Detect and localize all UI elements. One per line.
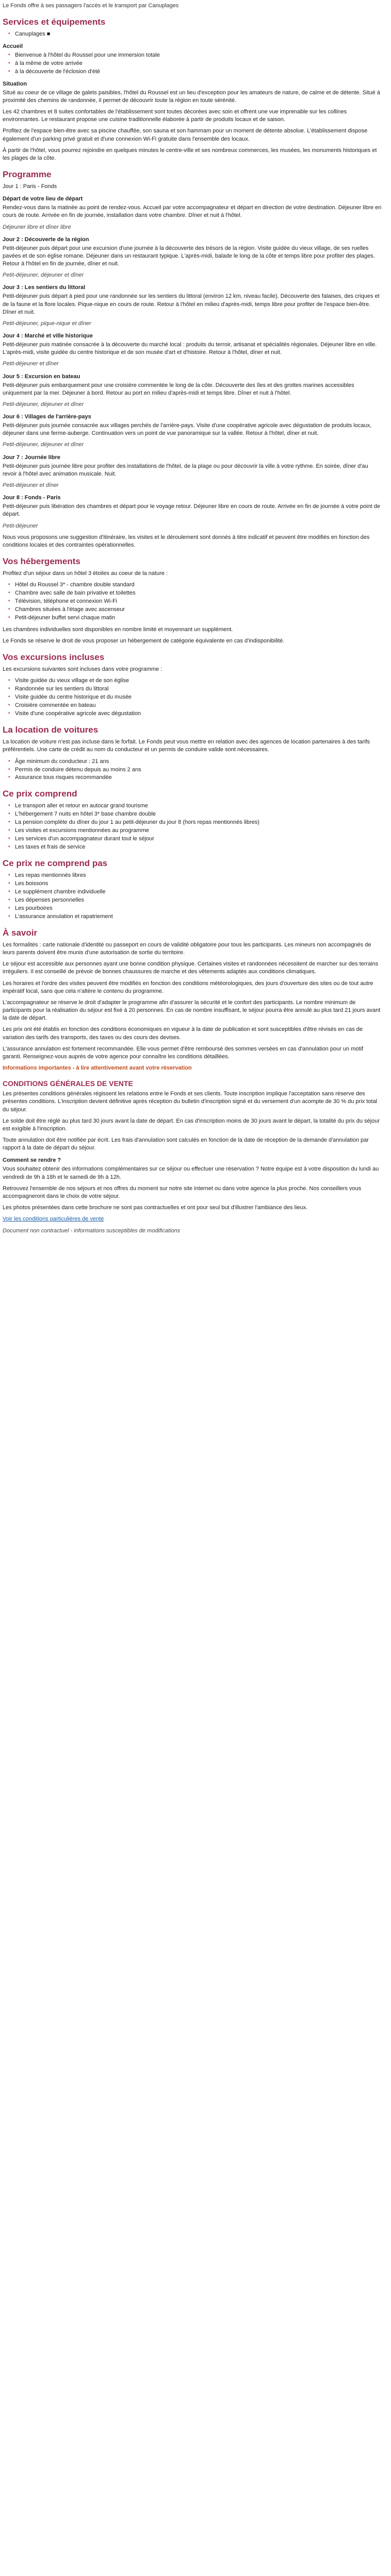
day-meals: Petit-déjeuner, pique-nique et dîner: [3, 320, 91, 327]
intro-text: Le Fonds offre à ses passagers l'accès et le transport par Canuplages: [3, 3, 179, 9]
access-heading: Accueil: [3, 43, 23, 49]
list-item: ▪ Canuplages ■: [15, 30, 383, 38]
list-item: ▪ à la découverte de l'éclosion d'été: [15, 68, 383, 76]
list-item: ▪ Les services d'un accompagnateur durant tout le séjour: [15, 835, 383, 843]
paragraph: Le séjour est accessible aux personnes ayant une bonne condition physique. Certaines visites et randonnées nécessitent de marcher sur des terrains irréguliers. Il est conseillé de prévoir de bonnes chaussures de marche et des vêtements adaptés aux conditions climatiques.: [3, 961, 379, 975]
program-day: [3, 236, 383, 280]
list-item: ▪ Visite guidée du vieux village et de son église: [15, 677, 383, 685]
accommodation-list: [3, 581, 383, 622]
document-page: [0, 0, 386, 1249]
list-item: ▪ Le supplément chambre individuelle: [15, 888, 383, 896]
included-heading: Ce prix comprend: [3, 789, 77, 799]
excursions-list: [3, 677, 383, 718]
list-item: ▪ Le transport aller et retour en autocar grand tourisme: [15, 802, 383, 810]
list-item: ▪ Les repas mentionnés libres: [15, 872, 383, 879]
paragraph: Les prix ont été établis en fonction des conditions économiques en vigueur à la date de publication et sont susceptibles d'être révisés en cas de variation des tarifs des transports, des taxes ou des cours des devises.: [3, 1026, 363, 1041]
list-item: ▪ Bienvenue à l'hôtel du Roussel pour une immersion totale: [15, 52, 383, 59]
program-heading: Programme: [3, 170, 52, 180]
not-included-heading: Ce prix ne comprend pas: [3, 858, 108, 869]
list-item: ▪ Visite d'une coopérative agricole avec dégustation: [15, 710, 383, 718]
paragraph: Vous souhaitez obtenir des informations complémentaires sur ce séjour ou effectuer une réservation ? Notre équipe est à votre disposition du lundi au vendredi de 9h à 18h et le samedi de 9h à 12h.: [3, 1166, 379, 1180]
situation-heading: Situation: [3, 80, 27, 87]
list-item: ▪ Croisière commentée en bateau: [15, 702, 383, 709]
excursions-heading: Vos excursions incluses: [3, 652, 105, 663]
contact-heading: Comment se rendre ?: [3, 1157, 61, 1164]
list-item: ▪ Chambres situées à l'étage avec ascenseur: [15, 606, 383, 614]
list-item: ▪ Les dépenses personnelles: [15, 896, 383, 904]
day-meals: Petit-déjeuner, déjeuner et dîner: [3, 442, 84, 448]
day-heading: Jour 3 : Les sentiers du littoral: [3, 284, 86, 291]
list-item: ▪ Visite guidée du centre historique et du musée: [15, 693, 383, 701]
day-text: Petit-déjeuner puis journée consacrée aux villages perchés de l'arrière-pays. Visite d'une coopérative agricole avec dégustation de produits locaux, déjeuner dans une ferme-auberge. Continuation vers un point de vue panoramique sur la vallée. Retour à l'hôtel, dîner et nuit.: [3, 422, 372, 437]
day-meals: Déjeuner libre et dîner libre: [3, 224, 71, 230]
paragraph: Les 42 chambres et 8 suites confortables de l'établissement sont toutes décorées avec soin et offrent une vue imprenable sur les collines environnantes. Le restaurant propose une cuisine traditionnelle élaborée à partir de produits locaux et de saison.: [3, 109, 347, 123]
list-item: ▪ L'hébergement 7 nuits en hôtel 3* base chambre double: [15, 810, 383, 818]
paragraph: Profitez d'un séjour dans un hôtel 3 étoiles au coeur de la nature :: [3, 570, 168, 577]
program-day: [3, 454, 383, 490]
program-day: [3, 196, 383, 231]
paragraph: Le Fonds se réserve le droit de vous proposer un hébergement de catégorie équivalente en cas d'indisponibilité.: [3, 638, 285, 645]
day-text: Petit-déjeuner puis journée libre pour profiter des installations de l'hôtel, de la plage ou pour découvrir la ville à votre rythme. En soirée, dîner d'au revoir à l'hôtel avec animation musicale. Nuit.: [3, 463, 368, 477]
list-item: ▪ Randonnée sur les sentiers du littoral: [15, 685, 383, 693]
program-day: [3, 284, 383, 328]
paragraph: Les photos présentées dans cette brochure ne sont pas contractuelles et ont pour seul but d'illustrer l'ambiance des lieux.: [3, 1205, 308, 1211]
day-meals: Petit-déjeuner, déjeuner et dîner: [3, 401, 84, 408]
paragraph: Situé au coeur de ce village de galets paisibles, l'hôtel du Roussel est un lieu d'exception pour les amateurs de nature, de calme et de détente. Situé à proximité des chemins de randonnée, il permet de découvrir toute la région en toute sérénité.: [3, 89, 380, 104]
day-heading: Jour 5 : Excursion en bateau: [3, 373, 80, 380]
day-text: Petit-déjeuner puis départ à pied pour une randonnée sur les sentiers du littoral (environ 12 km, niveau facile). Découverte des falaises, des criques et de la faune et la flore locales. Pique-nique en cours de route. Retour à l'hôtel en milieu d'après-midi, temps libre pour profiter de l'espace bien-être. Dîner et nuit.: [3, 293, 380, 315]
important-notice: Informations importantes - à lire attentivement avant votre réservation: [3, 1065, 192, 1072]
list-item: ▪ L'assurance annulation et rapatriement: [15, 913, 383, 921]
day-heading: Jour 7 : Journée libre: [3, 454, 60, 461]
footer-note: Document non contractuel - informations susceptibles de modifications: [3, 1227, 181, 1234]
program-day: [3, 495, 383, 530]
car-rental-heading: La location de voitures: [3, 725, 99, 735]
paragraph: Les chambres individuelles sont disponibles en nombre limité et moyennant un supplément.: [3, 626, 233, 633]
conditions-heading: CONDITIONS GÉNÉRALES DE VENTE: [3, 1079, 133, 1088]
paragraph: L'accompagnateur se réserve le droit d'adapter le programme afin d'assurer la sécurité et le confort des participants. Le nombre minimum de participants pour la réalisation du séjour est fixé à 20 personnes. En cas de nombre insuffisant, le séjour pourra être annulé au plus tard 21 jours avant la date de départ.: [3, 999, 381, 1022]
day-text: Petit-déjeuner puis libération des chambres et départ pour le voyage retour. Déjeuner libre en cours de route. Arrivée en fin de journée à votre point de départ.: [3, 503, 380, 518]
list-item: ▪ Les boissons: [15, 880, 383, 888]
paragraph: Retrouvez l'ensemble de nos séjours et nos offres du moment sur notre site internet ou dans votre agence la plus proche. Nos conseillers vous accompagneront dans le choix de votre séjour.: [3, 1185, 362, 1199]
day-meals: Petit-déjeuner et dîner: [3, 482, 59, 488]
paragraph: Toute annulation doit être notifiée par écrit. Les frais d'annulation sont calculés en fonction de la date de réception de la demande d'annulation par rapport à la date de départ du séjour.: [3, 1137, 369, 1151]
day-text: Petit-déjeuner puis matinée consacrée à la découverte du marché local : produits du terroir, artisanat et spécialités régionales. Déjeuner libre en ville. L'après-midi, visite guidée du centre historique et de son musée d'art et d'histoire. Retour à l'hôtel, dîner et nuit.: [3, 342, 377, 356]
list-item: ▪ à la même de votre arrivée: [15, 60, 383, 67]
paragraph: Profitez de l'espace bien-être avec sa piscine chauffée, son sauna et son hammam pour un moment de détente absolue. L'établissement dispose également d'un parking privé gratuit et d'une connexion Wi-Fi gratuite dans l'ensemble des locaux.: [3, 128, 368, 142]
list-item: ▪ Télévision, téléphone et connexion Wi-Fi: [15, 598, 383, 605]
list-item: ▪ La pension complète du dîner du jour 1 au petit-déjeuner du jour 8 (hors repas mentionnés libres): [15, 819, 383, 826]
day-text: Petit-déjeuner puis embarquement pour une croisière commentée le long de la côte. Découverte des îles et des grottes marines accessibles uniquement par la mer. Déjeuner à bord. Retour au port en milieu d'après-midi et temps libre. Dîner et nuit à l'hôtel.: [3, 382, 354, 396]
paragraph: Le solde doit être réglé au plus tard 30 jours avant la date de départ. En cas d'inscription moins de 30 jours avant le départ, la totalité du prix du séjour est exigible à l'inscription.: [3, 1117, 380, 1132]
included-list: [3, 802, 383, 851]
list-item: ▪ Hôtel du Roussel 3* - chambre double standard: [15, 581, 383, 589]
program-day: [3, 374, 383, 409]
day-meals: Petit-déjeuner, déjeuner et dîner: [3, 272, 84, 279]
list-item: ▪ Les pourboires: [15, 905, 383, 912]
car-rental-list: [3, 758, 383, 782]
paragraph: L'assurance annulation est fortement recommandée. Elle vous permet d'être remboursé des sommes versées en cas d'annulation pour un motif garanti. Renseignez-vous auprès de votre agence pour connaître les conditions détaillées.: [3, 1045, 364, 1060]
list-item: ▪ Chambre avec salle de bain privative et toilettes: [15, 589, 383, 597]
paragraph: À partir de l'hôtel, vous pourrez rejoindre en quelques minutes le centre-ville et ses nombreux commerces, les musées, les monuments historiques et les plages de la côte.: [3, 147, 377, 161]
list-item: ▪ Âge minimum du conducteur : 21 ans: [15, 758, 383, 766]
paragraph: La location de voiture n'est pas incluse dans le forfait. Le Fonds peut vous mettre en relation avec des agences de location partenaires à des tarifs préférentiels. Une carte de crédit au nom du conducteur et un permis de conduire valide sont nécessaires.: [3, 739, 370, 753]
program-day: [3, 414, 383, 449]
list-item: ▪ Les visites et excursions mentionnées au programme: [15, 827, 383, 835]
day-heading: Jour 4 : Marché et ville historique: [3, 333, 93, 340]
day-text: Rendez-vous dans la matinée au point de rendez-vous. Accueil par votre accompagnateur et départ en direction de votre destination. Déjeuner libre en cours de route. Arrivée en fin de journée, installation dans votre chambre. Dîner et nuit à l'hôtel.: [3, 205, 382, 219]
good-to-know-heading: À savoir: [3, 927, 38, 938]
paragraph: Les présentes conditions générales régissent les relations entre le Fonds et ses clients. Toute inscription implique l'acceptation sans réserve des présentes conditions. L'inscription devient définitive après réception du bulletin d'inscription signé et du versement d'un acompte de 30 % du prix total du séjour.: [3, 1091, 378, 1113]
services-heading: Services et équipements: [3, 16, 106, 27]
program-day: [3, 333, 383, 368]
day-heading: Jour 2 : Découverte de la région: [3, 236, 89, 243]
conditions-link[interactable]: Voir les conditions particulières de vente: [3, 1216, 104, 1223]
paragraph: Les horaires et l'ordre des visites peuvent être modifiés en fonction des conditions météorologiques, des jours d'ouverture des sites ou de tout autre impératif local, sans que cela n'altère le contenu du programme.: [3, 980, 373, 994]
accommodation-heading: Vos hébergements: [3, 556, 80, 567]
paragraph: Les formalités : carte nationale d'identité ou passeport en cours de validité obligatoire pour tous les participants. Les mineurs non accompagnés de leurs parents doivent être munis d'une autorisation de sortie du territoire.: [3, 941, 371, 956]
day-heading: Départ de votre lieu de départ: [3, 196, 83, 202]
access-list: [3, 52, 383, 76]
services-list: [3, 30, 383, 38]
day-meals: Petit-déjeuner: [3, 522, 38, 529]
day-text: Petit-déjeuner puis départ pour une excursion d'une journée à la découverte des trésors de la région. Visite guidée du vieux village, de ses ruelles pavées et de son église romane. Déjeuner dans un restaurant typique. L'après-midi, balade le long de la côte et temps libre pour profiter des plages. Retour à l'hôtel en fin de journée, dîner et nuit.: [3, 245, 375, 267]
program-intro: Jour 1 : Paris - Fonds: [3, 183, 57, 190]
day-heading: Jour 8 : Fonds - Paris: [3, 495, 61, 501]
list-item: ▪ Assurance tous risques recommandée: [15, 774, 383, 782]
paragraph: Les excursions suivantes sont incluses dans votre programme :: [3, 666, 162, 673]
list-item: ▪ Petit-déjeuner buffet servi chaque matin: [15, 614, 383, 622]
list-item: ▪ Permis de conduire détenu depuis au moins 2 ans: [15, 766, 383, 774]
program-note: Nous vous proposons une suggestion d'itinéraire, les visites et le déroulement sont donnés à titre indicatif et peuvent être modifiés en fonction des conditions locales et des contraintes opérationnelles.: [3, 534, 370, 548]
list-item: ▪ Les taxes et frais de service: [15, 843, 383, 851]
day-meals: Petit-déjeuner et dîner: [3, 361, 59, 367]
day-heading: Jour 6 : Villages de l'arrière-pays: [3, 414, 91, 420]
not-included-list: [3, 872, 383, 921]
